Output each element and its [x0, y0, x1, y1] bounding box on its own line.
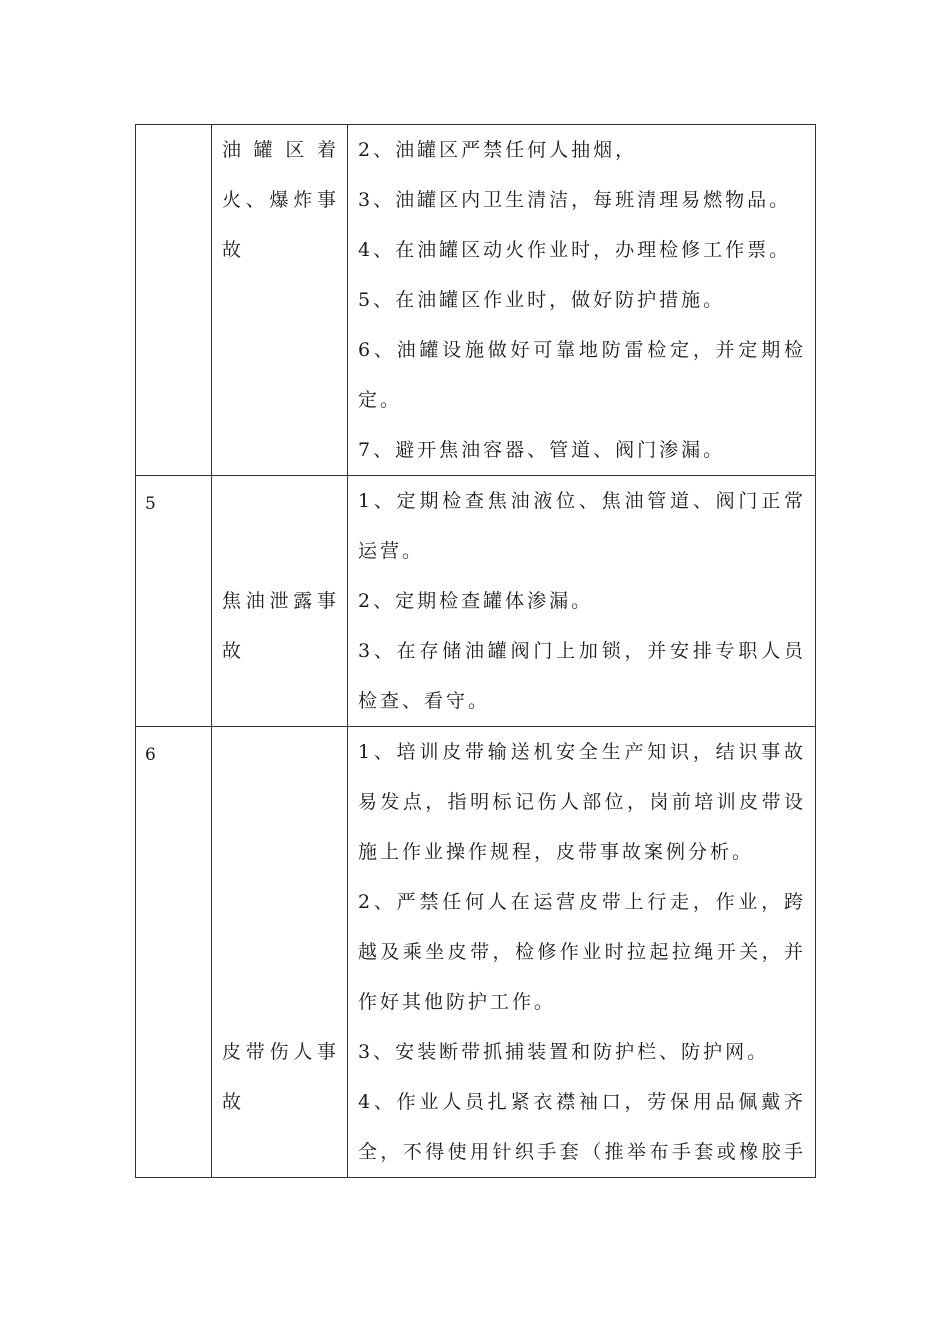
measure-item-continued: 易发点，指明标记伤人部位，岗前培训皮带设: [358, 791, 806, 813]
row-number: [136, 125, 211, 128]
table-row: [136, 476, 816, 727]
row-number: 5: [145, 494, 156, 514]
spacer: [222, 977, 339, 1027]
spacer: [222, 777, 339, 827]
measure-item: 1、定期检查焦油液位、焦油管道、阀门正常: [358, 490, 806, 512]
spacer: [222, 526, 339, 576]
measure-item-continued: 检查、看守。: [358, 690, 491, 712]
spacer: [222, 827, 339, 877]
measure-item: 7、避开焦油容器、管道、阀门渗漏。: [358, 439, 726, 461]
row-number-cell: [136, 727, 212, 1178]
spacer: [222, 727, 339, 777]
spacer: [222, 877, 339, 927]
row-number: 6: [145, 745, 156, 765]
measure-item: 4、作业人员扎紧衣襟袖口，劳保用品佩戴齐: [358, 1091, 806, 1113]
measures-cell: [348, 476, 816, 727]
spacer: [222, 927, 339, 977]
measures-cell: [348, 727, 816, 1178]
accident-type-line: 故: [222, 1091, 245, 1113]
table-row: [136, 727, 816, 1178]
measure-item: 3、安装断带抓捕装置和防护栏、防护网。: [358, 1041, 770, 1063]
accident-type-line: 火、爆炸事: [222, 189, 339, 211]
measure-item: 4、在油罐区动火作业时，办理检修工作票。: [358, 239, 792, 261]
accident-type-line: 油罐区着: [222, 139, 339, 161]
measure-item: 3、在存储油罐阀门上加锁，并安排专职人员: [358, 640, 806, 662]
measure-item: 2、定期检查罐体渗漏。: [358, 590, 594, 612]
measure-item-continued: 作好其他防护工作。: [358, 991, 557, 1013]
accident-type: [212, 476, 347, 676]
row-number-cell: [136, 125, 212, 476]
spacer: [222, 476, 339, 526]
accident-type-cell: [212, 125, 348, 476]
measure-item: 5、在油罐区作业时，做好防护措施。: [358, 289, 726, 311]
measure-item-continued: 全，不得使用针织手套（推举布手套或橡胶手: [358, 1141, 806, 1163]
safety-measures-table: [135, 124, 816, 1178]
measure-item: 3、油罐区内卫生清洁，每班清理易燃物品。: [358, 189, 792, 211]
measure-item-continued: 运营。: [358, 540, 425, 562]
measure-item: 6、油罐设施做好可靠地防雷检定，并定期检: [358, 339, 806, 361]
accident-type-line: 故: [222, 239, 245, 261]
row-number-cell: [136, 476, 212, 727]
accident-type: [212, 727, 347, 1127]
accident-type-line: 焦油泄露事: [222, 590, 339, 612]
measure-item: 2、严禁任何人在运营皮带上行走，作业，跨: [358, 891, 806, 913]
accident-type: [212, 125, 347, 275]
accident-type-cell: [212, 476, 348, 727]
measures-list: [348, 125, 815, 475]
measures-cell: [348, 125, 816, 476]
measure-item: 1、培训皮带输送机安全生产知识，结识事故: [358, 741, 806, 763]
table-row: [136, 125, 816, 476]
accident-type-line: 故: [222, 640, 245, 662]
measures-list: [348, 727, 815, 1177]
measure-item-continued: 定。: [358, 389, 403, 411]
measure-item-continued: 施上作业操作规程，皮带事故案例分析。: [358, 841, 755, 863]
measure-item: 2、油罐区严禁任何人抽烟，: [358, 139, 638, 161]
accident-type-cell: [212, 727, 348, 1178]
accident-type-line: 皮带伤人事: [222, 1041, 339, 1063]
measures-list: [348, 476, 815, 726]
measure-item-continued: 越及乘坐皮带，检修作业时拉起拉绳开关，并: [358, 941, 806, 963]
